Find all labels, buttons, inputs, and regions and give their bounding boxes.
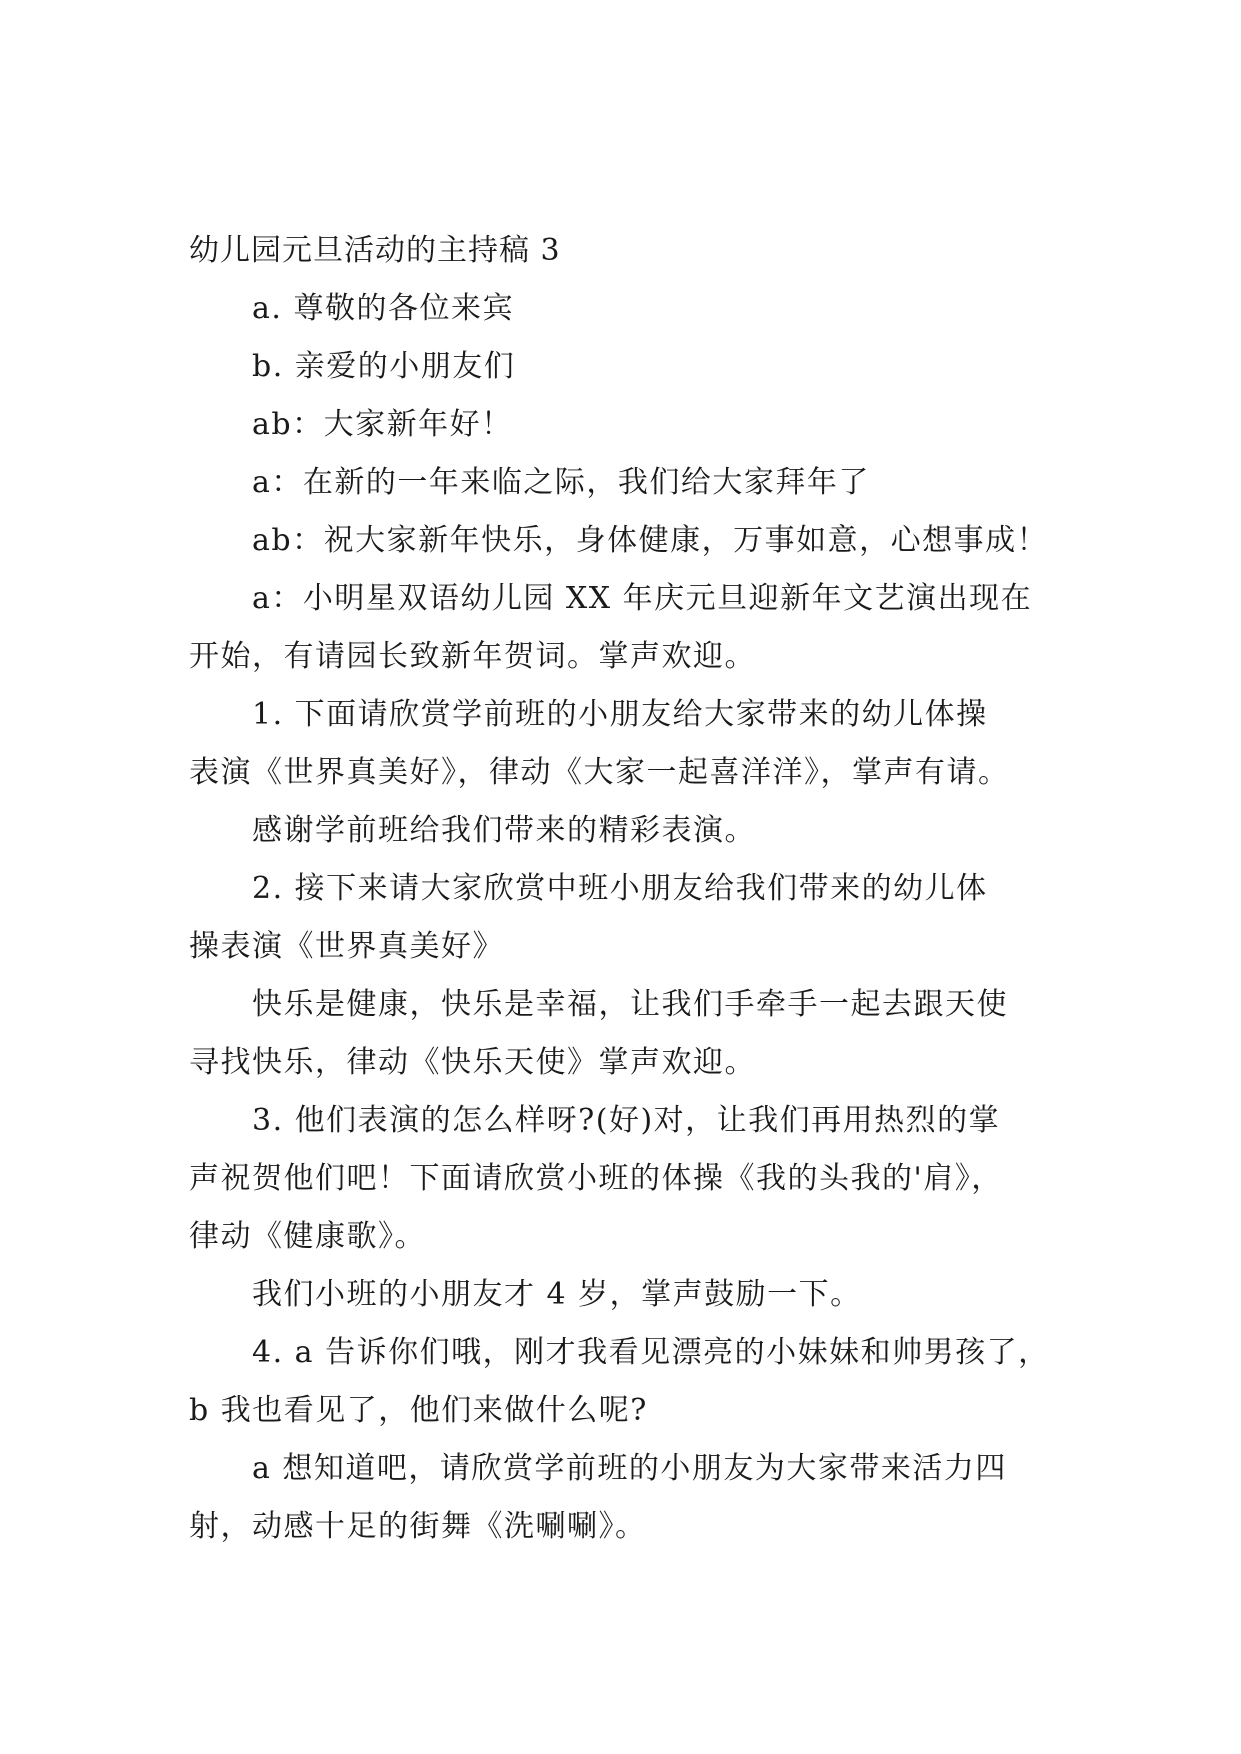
text-line: 律动《健康歌》。 bbox=[189, 1219, 426, 1254]
text-line: 射，动感十足的街舞《洗唰唰》。 bbox=[189, 1509, 647, 1544]
text-line: 我们小班的小朋友才 4 岁，掌声鼓励一下。 bbox=[252, 1277, 862, 1312]
text-line: b. 亲爱的小朋友们 bbox=[252, 349, 516, 384]
text-line: b 我也看见了，他们来做什么呢? bbox=[189, 1393, 648, 1428]
text-line: ab：祝大家新年快乐，身体健康，万事如意，心想事成！ bbox=[252, 523, 1049, 558]
text-line: 寻找快乐，律动《快乐天使》掌声欢迎。 bbox=[189, 1045, 756, 1080]
text-line: 3. 他们表演的怎么样呀?(好)对，让我们再用热烈的掌 bbox=[252, 1103, 1001, 1138]
text-line: 快乐是健康，快乐是幸福，让我们手牵手一起去跟天使 bbox=[252, 987, 1008, 1022]
text-line: 4. a 告诉你们哦，刚才我看见漂亮的小妹妹和帅男孩了， bbox=[252, 1335, 1050, 1370]
text-line: ab：大家新年好！ bbox=[252, 407, 513, 442]
text-line: 开始，有请园长致新年贺词。掌声欢迎。 bbox=[189, 639, 756, 674]
document-body bbox=[189, 222, 1069, 1556]
text-line: 操表演《世界真美好》 bbox=[189, 929, 504, 964]
text-line: a：小明星双语幼儿园 XX 年庆元旦迎新年文艺演出现在 bbox=[252, 581, 1033, 616]
text-line: a：在新的一年来临之际，我们给大家拜年了 bbox=[252, 465, 870, 500]
text-line: 感谢学前班给我们带来的精彩表演。 bbox=[252, 813, 756, 848]
text-line: a. 尊敬的各位来宾 bbox=[252, 291, 514, 326]
text-line: a 想知道吧，请欣赏学前班的小朋友为大家带来活力四 bbox=[252, 1451, 1007, 1486]
text-line: 1. 下面请欣赏学前班的小朋友给大家带来的幼儿体操 bbox=[252, 697, 988, 732]
text-line: 表演《世界真美好》，律动《大家一起喜洋洋》，掌声有请。 bbox=[189, 755, 1010, 790]
text-line: 声祝贺他们吧！下面请欣赏小班的体操《我的头我的'肩》， bbox=[189, 1161, 1003, 1196]
document-title: 幼儿园元旦活动的主持稿 3 bbox=[189, 233, 561, 268]
text-line: 2. 接下来请大家欣赏中班小朋友给我们带来的幼儿体 bbox=[252, 871, 988, 906]
